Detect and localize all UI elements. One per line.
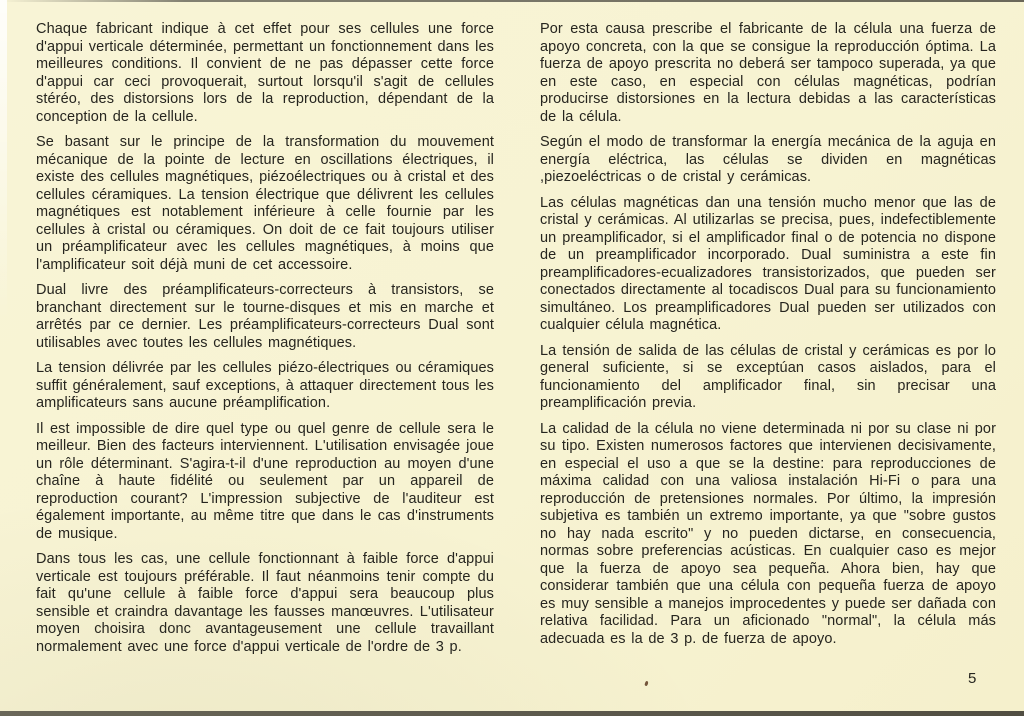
paragraph: La calidad de la célula no viene determinada ni por su clase ni por su tipo. Existen numerosos factores que intervienen decisivamente, en especial el uso a que se la destine: para reproducciones de máxima calidad con una valiosa instalación Hi-Fi o para una reproducción de pretensiones normales. Por último, la impresión subjetiva es también un extremo importante, ya que "sobre gustos no hay nada escrito" y no pueden dictarse, en consecuencia, normas sobre preferencias acústicas. En cualquier caso es mejor que la fuerza de apoyo sea pequeña. Ahora bien, hay que considerar también que una célula con pequeña fuerza de apoyo es muy sensible a manejos improcedentes y puede ser dañada con relativa facilidad. Para un aficionado "normal", la célula más adecuada es la de 3 p. de fuerza de apoyo. — [540, 420, 996, 647]
paragraph: Il est impossible de dire quel type ou quel genre de cellule sera le meilleur. Bien des facteurs interviennent. L'utilisation envisagée joue un rôle déterminant. S'agira-t-il d'une reproduction au moyen d'une chaîne à haute fidélité ou seulement par un appareil de reproduction courant? L'impression subjective de l'auditeur est également importante, au même titre que dans le cas d'instruments de musique. — [36, 420, 494, 542]
paragraph: Se basant sur le principe de la transformation du mouvement mécanique de la pointe de lecture en oscillations électriques, il existe des cellules magnétiques, piézoélectriques ou à cristal et des cellules céramiques. La tension électrique que délivrent les cellules magnétiques est notablement inférieure à celle fournie par les cellules à cristal ou céramiques. On doit de ce fait toujours utiliser un préamplificateur avec les cellules magnétiques, à moins que l'amplificateur soit déjà muni de cet accessoire. — [36, 134, 494, 273]
paragraph: Según el modo de transformar la energía mecánica de la aguja en energía eléctrica, las células se dividen en magnéticas ,piezoeléctricas o de cristal y cerámicas. — [540, 134, 996, 185]
page-number: 5 — [968, 670, 977, 687]
scan-edge-bottom — [0, 711, 1024, 716]
column-left — [36, 21, 494, 664]
scan-edge-left — [0, 0, 7, 320]
paragraph: La tensión de salida de las células de cristal y cerámicas es por lo general suficiente, si se exceptúan casos aislados, para el funcionamiento del amplificador final, sin precisar una preamplificación previa. — [540, 342, 996, 411]
paragraph: Las células magnéticas dan una tensión mucho menor que las de cristal y cerámicas. Al utilizarlas se precisa, pues, indefectiblemente un preamplificador, si el amplificador final o de potencia no dispone de un preamplificador incorporado. Dual suministra a este fin preamplificadores-ecualizadores transistorizados, que pueden ser conectados directamente al tocadiscos Dual para su funcionamiento simultáneo. Los preamplificadores Dual pueden ser utilizados con cualquier célula magnética. — [540, 194, 996, 333]
paragraph: Chaque fabricant indique à cet effet pour ses cellules une force d'appui verticale déterminée, permettant un fonctionnement dans les meilleures conditions. Il convient de ne pas dépasser cette force d'appui car ceci provoquerait, surtout lorsqu'il s'agit de cellules stéréo, des distorsions lors de la reproduction, dépendant de la conception de la cellule. — [36, 21, 494, 125]
scan-edge-top — [0, 0, 1024, 2]
paragraph: Dans tous les cas, une cellule fonctionnant à faible force d'appui verticale est toujours préférable. Il faut néanmoins tenir compte du fait qu'une cellule à faible force d'appui sera beaucoup plus sensible et craindra davantage les fausses manœuvres. L'utilisateur moyen choisira donc avantageusement une cellule travaillant normalement avec une force d'appui verticale de l'ordre de 3 p. — [36, 551, 494, 655]
paragraph: Dual livre des préamplificateurs-correcteurs à transistors, se branchant directement sur le tourne-disques et mis en marche et arrêtés par ce dernier. Les préamplificateurs-correcteurs Dual sont utilisables avec toutes les cellules magnétiques. — [36, 282, 494, 351]
paragraph: Por esta causa prescribe el fabricante de la célula una fuerza de apoyo concreta, con la que se consigue la reproducción óptima. La fuerza de apoyo prescrita no deberá ser tampoco superada, ya que en este caso, en especial con células magnéticas, podrían producirse distorsiones en la lectura debidas a las características de la célula. — [540, 21, 996, 125]
paragraph: La tension délivrée par les cellules piézo-électriques ou céramiques suffit généralement, sauf exceptions, à attaquer directement tous les amplificateurs sans aucune préamplification. — [36, 360, 494, 411]
ink-speck — [644, 681, 649, 687]
column-right — [540, 21, 996, 656]
